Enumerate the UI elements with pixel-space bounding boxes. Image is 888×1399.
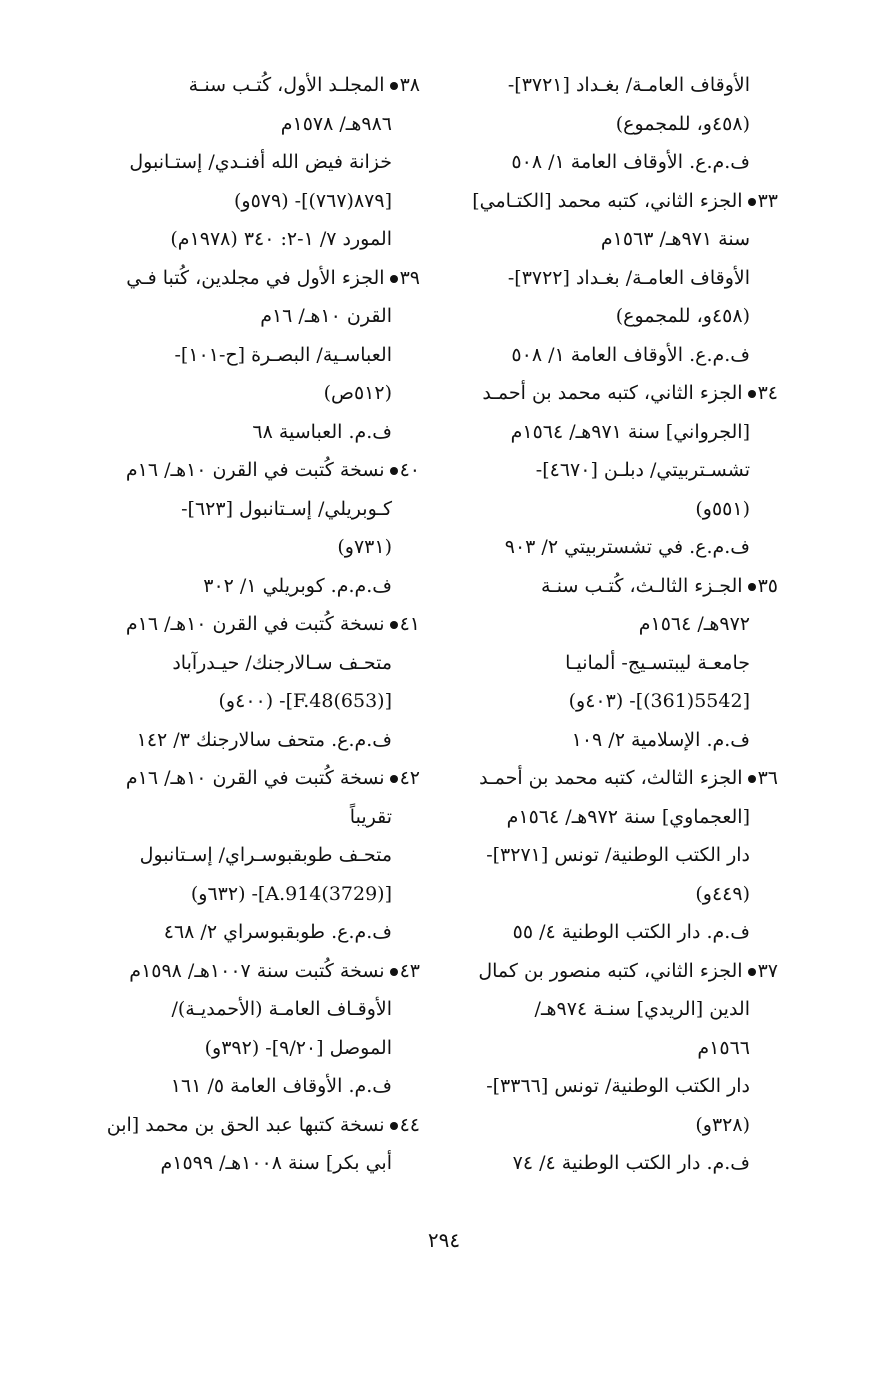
entry-text: ف.م.ع. الأوقاف العامة ١/ ٥٠٨ [511, 343, 750, 366]
entry-line [448, 1067, 778, 1106]
entry-text: (٤٥٨و، للمجموع) [615, 112, 750, 135]
entry-text: نسخة كُتبت في القرن ١٠هـ/ ١٦م [125, 613, 385, 635]
entry-heading-line [448, 182, 778, 221]
entry-text: سنة ٩٧١هـ/ ١٥٦٣م [600, 228, 750, 250]
entry-line [68, 297, 420, 336]
entry-text: ف.م. العباسية ٦٨ [252, 420, 392, 443]
entry-text: نسخة كُتبت سنة ١٠٠٧هـ/ ١٥٩٨م [129, 959, 385, 982]
entry-text: ف.م.م. كوبريلي ١/ ٣٠٢ [203, 574, 392, 597]
entry-text: ف.م.ع. متحف سالارجنك ٣/ ١٤٢ [136, 728, 392, 751]
entry-number: ٤٠ [399, 459, 420, 481]
entry-number: ٣٦ [757, 767, 778, 789]
entry-line [68, 220, 420, 259]
entry-number: ٣٨ [399, 74, 420, 96]
bullet-icon [390, 968, 398, 976]
entry-text: تقريباً [349, 805, 392, 828]
entry-heading-line [68, 451, 420, 490]
bullet-icon [748, 775, 756, 783]
entry-heading-line [448, 374, 778, 413]
entry-heading-line [448, 759, 778, 798]
entry-line [448, 451, 778, 490]
entry-line [68, 644, 420, 683]
entry-line [68, 143, 420, 182]
entry-text: (٤٥٨و، للمجموع) [615, 305, 750, 327]
bullet-icon [748, 968, 756, 976]
entry-text: الجزء الثاني، كتبه منصور بن كمال [478, 959, 743, 982]
entry-text: نسخة كُتبت في القرن ١٠هـ/ ١٦م [125, 767, 385, 789]
entry-text: أبي بكر] سنة ١٠٠٨هـ/ ١٥٩٩م [160, 1152, 392, 1174]
left-column [68, 66, 420, 1183]
entry-text: ف.م. الأوقاف العامة ٥/ ١٦١ [170, 1075, 392, 1097]
entry-text: [٨٧٩(٧٦٧)]- (٥٧٩و) [233, 189, 392, 212]
entry-text: ف.م.ع. في تشستربيتي ٢/ ٩٠٣ [504, 536, 750, 558]
page-number: ٢٩٤ [427, 1228, 461, 1252]
entry-line [448, 220, 778, 259]
entry-line [448, 721, 778, 760]
entry-text: [(3729)A.914]- (٦٣٢و) [190, 882, 392, 905]
entry-text: متحـف سـالارجنك/ حيـدرآباد [172, 651, 392, 674]
entry-text: ف.م.ع. طوبقبوسراي ٢/ ٤٦٨ [163, 921, 392, 943]
entry-heading-line [68, 759, 420, 798]
entry-text: نسخة كتبها عبد الحق بن محمد [ابن [106, 1113, 385, 1136]
entry-text: الجزء الثالث، كتبه محمد بن أحمـد [479, 767, 743, 789]
entry-line [448, 297, 778, 336]
entry-text: متحـف طوبقبوسـراي/ إسـتانبول [139, 844, 392, 866]
bullet-icon [390, 621, 398, 629]
entry-text: ٩٨٦هـ/ ١٥٧٨م [280, 112, 392, 135]
entry-number: ٤٣ [399, 959, 420, 982]
entry-text: المورد ٧/ ١-٢: ٣٤٠ (١٩٧٨م) [170, 228, 392, 250]
entry-line [68, 721, 420, 760]
entry-line [68, 1067, 420, 1106]
entry-text: العباسـية/ البصـرة [ح-١٠١]- [174, 343, 392, 366]
entry-text: الدين [الريدي] سنـة ٩٧٤هـ/ [534, 998, 750, 1020]
entry-line [448, 528, 778, 567]
entry-heading-line [68, 605, 420, 644]
entry-text: ف.م. دار الكتب الوطنية ٤/ ٥٥ [512, 921, 750, 943]
entry-text: (٣٢٨و) [695, 1113, 750, 1136]
entry-line [68, 913, 420, 952]
entry-heading-line [448, 567, 778, 606]
entry-line [68, 798, 420, 837]
entry-line [448, 798, 778, 837]
entry-text: الأوقـاف العامـة (الأحمديـة)/ [171, 998, 392, 1020]
entry-text: [الجرواني] سنة ٩٧١هـ/ ١٥٦٤م [510, 420, 750, 443]
entry-heading-line [448, 952, 778, 991]
entry-line [68, 836, 420, 875]
entry-text: [5542(361)]- (٤٠٣و) [568, 690, 750, 712]
entry-number: ٣٣ [757, 189, 778, 212]
entry-text: [(653)F.48]- (٤٠٠و) [218, 690, 392, 712]
entry-heading-line [68, 1106, 420, 1145]
entry-text: [العجماوي] سنة ٩٧٢هـ/ ١٥٦٤م [506, 805, 750, 828]
entry-line [448, 682, 778, 721]
entry-text: كـوبريلي/ إسـتانبول [٦٢٣]- [181, 497, 392, 520]
right-column [448, 66, 778, 1183]
entry-text: ف.م. دار الكتب الوطنية ٤/ ٧٤ [512, 1152, 750, 1174]
entry-text: المجلـد الأول، كُتـب سنـة [188, 74, 385, 96]
bullet-icon [748, 198, 756, 206]
entry-text: خزانة فيض الله أفنـدي/ إستـانبول [129, 151, 392, 173]
entry-number: ٤٤ [399, 1113, 420, 1136]
bullet-icon [390, 82, 398, 90]
entry-text: القرن ١٠هـ/ ١٦م [260, 305, 392, 327]
entry-number: ٣٤ [757, 382, 778, 404]
entry-line [448, 143, 778, 182]
entry-text: الجـزء الثالـث، كُتـب سنـة [541, 574, 743, 597]
entry-number: ٣٧ [757, 959, 778, 982]
entry-line [68, 567, 420, 606]
entry-text: (٥١٢ص) [323, 382, 392, 404]
entry-text: الجزء الثاني، كتبه محمد [الكتـامي] [472, 189, 743, 212]
entry-text: الجزء الثاني، كتبه محمد بن أحمـد [482, 382, 743, 404]
entry-line [68, 182, 420, 221]
entry-heading-line [68, 952, 420, 991]
entry-text: الأوقاف العامـة/ بغـداد [٣٧٢١]- [507, 74, 750, 96]
entry-line [448, 605, 778, 644]
entry-number: ٣٩ [399, 266, 420, 289]
bullet-icon [390, 775, 398, 783]
entry-line [448, 1106, 778, 1145]
entry-text: الأوقاف العامـة/ بغـداد [٣٧٢٢]- [507, 266, 750, 289]
entry-text: ١٥٦٦م [697, 1036, 750, 1059]
entry-line [448, 644, 778, 683]
bullet-icon [748, 583, 756, 591]
entry-line [448, 836, 778, 875]
entry-text: الموصل [٩/٢٠]- (٣٩٢و) [204, 1036, 392, 1059]
entry-line [68, 1029, 420, 1068]
entry-number: ٣٥ [757, 574, 778, 597]
entry-line [68, 374, 420, 413]
entry-text: نسخة كُتبت في القرن ١٠هـ/ ١٦م [125, 459, 385, 481]
entry-text: دار الكتب الوطنية/ تونس [٣٢٧١]- [486, 844, 750, 866]
entry-line [68, 990, 420, 1029]
entry-line [68, 413, 420, 452]
entry-text: ٩٧٢هـ/ ١٥٦٤م [638, 613, 750, 635]
entry-line [448, 1029, 778, 1068]
entry-line [68, 528, 420, 567]
entry-text: ف.م.ع. الأوقاف العامة ١/ ٥٠٨ [511, 151, 750, 173]
entry-line [68, 875, 420, 914]
bullet-icon [390, 1122, 398, 1130]
entry-line [68, 105, 420, 144]
entry-number: ٤١ [399, 613, 420, 635]
entry-text: الجزء الأول في مجلدين، كُتبا فـي [126, 266, 385, 289]
entry-line [448, 990, 778, 1029]
entry-line [448, 336, 778, 375]
bullet-icon [390, 275, 398, 283]
entry-line [68, 336, 420, 375]
entry-line [448, 1144, 778, 1183]
bullet-icon [748, 390, 756, 398]
entry-line [68, 490, 420, 529]
entry-line [448, 913, 778, 952]
entry-line [448, 490, 778, 529]
entry-text: تشسـتربيتي/ دبلـن [٤٦٧٠]- [535, 459, 750, 481]
entry-line [448, 875, 778, 914]
entry-text: (٤٤٩و) [695, 882, 750, 905]
entry-line [448, 105, 778, 144]
entry-text: جامعـة ليبتسـيج- ألمانيـا [565, 651, 750, 674]
entry-line [448, 66, 778, 105]
entry-line [68, 682, 420, 721]
entry-number: ٤٢ [399, 767, 420, 789]
entry-line [448, 259, 778, 298]
entry-text: ف.م. الإسلامية ٢/ ١٠٩ [571, 728, 750, 751]
entry-line [448, 413, 778, 452]
entry-line [68, 1144, 420, 1183]
entry-heading-line [68, 259, 420, 298]
entry-text: (٧٣١و) [337, 536, 392, 558]
entry-text: (٥٥١و) [695, 497, 750, 520]
bullet-icon [390, 467, 398, 475]
entry-text: دار الكتب الوطنية/ تونس [٣٣٦٦]- [486, 1075, 750, 1097]
entry-heading-line [68, 66, 420, 105]
